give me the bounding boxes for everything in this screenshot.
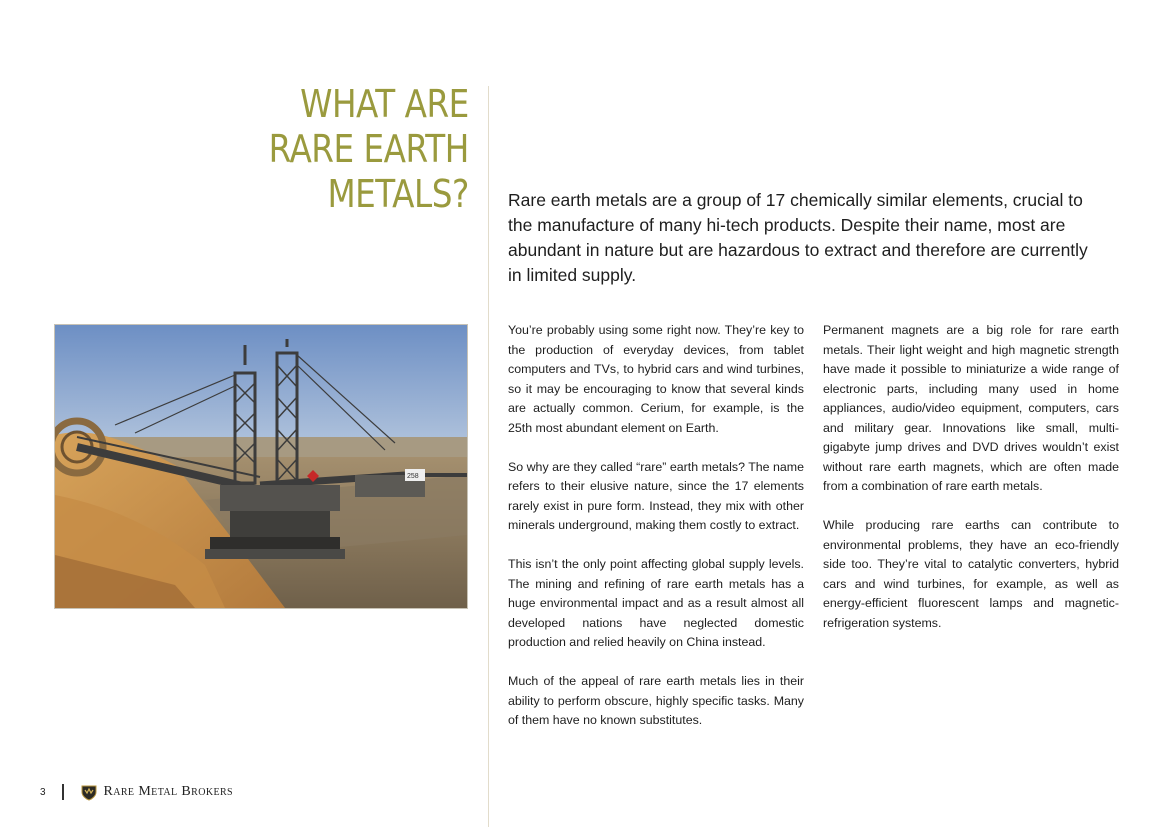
page-number: 3 bbox=[40, 786, 46, 798]
paragraph: While producing rare earths can contribute to environmental problems, they have an eco-friendly side too. They’re vital to catalytic converters, hybrid cars and wind turbines, for example, as well as energy-efficient fluorescent lamps and magnetic-refrigeration systems. bbox=[823, 518, 1119, 630]
page-footer bbox=[40, 781, 233, 803]
column-divider bbox=[488, 86, 489, 827]
brand-name: Rare Metal Brokers bbox=[103, 784, 234, 799]
paragraph: So why are they called “rare” earth metals? The name refers to their elusive nature, since the 17 elements rarely exist in pure form. Instead, they mix with other minerals underground, making them costly to extract. bbox=[508, 459, 804, 532]
paragraph: Permanent magnets are a big role for rare earth metals. Their light weight and high magnetic strength have made it possible to miniaturize a wide range of electronic parts, including many used in home appliances, audio/video equipment, computers, cars and military gear. Innovations like small, multi-gigabyte jump drives and DVD drives wouldn’t exist without rare earth magnets, which are often made from a combination of rare earth metals. bbox=[823, 323, 1119, 493]
machine-number: 258 bbox=[407, 473, 419, 480]
body-column-right bbox=[823, 321, 1119, 653]
paragraph: You’re probably using some right now. They’re key to the production of everyday devices, from tablet computers and TVs, to hybrid cars and wind turbines, so it may be encouraging to know that several kinds are actually common. Cerium, for example, is the 25th most abundant element on Earth. bbox=[508, 323, 804, 435]
paragraph: Much of the appeal of rare earth metals lies in their ability to perform obscure, highly specific tasks. Many of them have no known substitutes. bbox=[508, 674, 804, 727]
title-line-2: RARE EARTH bbox=[268, 127, 469, 171]
footer-separator bbox=[62, 784, 64, 800]
body-column-left bbox=[508, 321, 804, 750]
lead-paragraph: Rare earth metals are a group of 17 chemically similar elements, crucial to the manufacture of many hi-tech products. Despite their name, most are abundant in nature but are hazardous to extract and therefore are currently in limited supply. bbox=[508, 190, 1088, 285]
page-title bbox=[269, 82, 469, 217]
paragraph: This isn’t the only point affecting global supply levels. The mining and refining of rare earth metals has a huge environmental impact and as a result almost all developed nations have neglected domestic production and relied heavily on China instead. bbox=[508, 557, 804, 649]
title-line-1: WHAT ARE bbox=[300, 82, 469, 126]
title-line-3: METALS? bbox=[327, 172, 469, 216]
excavator-photo bbox=[54, 324, 468, 609]
crest-logo-icon bbox=[80, 783, 98, 801]
